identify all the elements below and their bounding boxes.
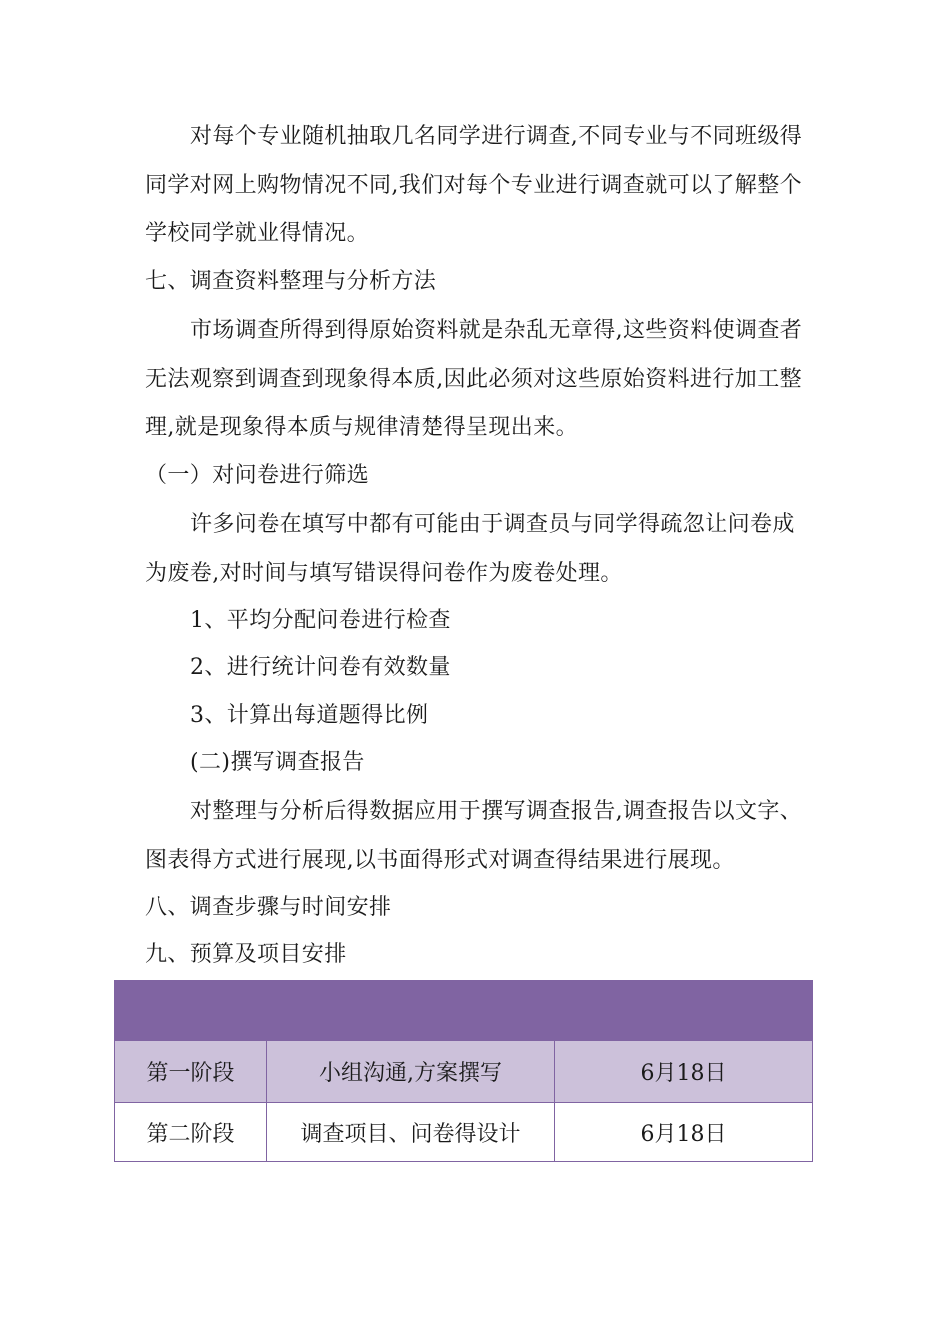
phase-cell: 第一阶段 <box>115 1041 267 1103</box>
paragraph-line: 图表得方式进行展现,以书面得形式对调查得结果进行展现。 <box>145 848 735 873</box>
phase-cell: 第二阶段 <box>115 1103 267 1162</box>
paragraph-line: 对每个专业随机抽取几名同学进行调查,不同专业与不同班级得 <box>190 124 803 149</box>
paragraph-line: 理,就是现象得本质与规律清楚得呈现出来。 <box>145 415 578 440</box>
paragraph-line: 同学对网上购物情况不同,我们对每个专业进行调查就可以了解整个 <box>145 173 802 198</box>
section-heading-7: 七、调查资料整理与分析方法 <box>145 269 437 294</box>
list-item: 1、平均分配问卷进行检查 <box>190 608 451 633</box>
date-cell: 6月18日 <box>555 1103 813 1162</box>
section-heading-8: 八、调查步骤与时间安排 <box>145 895 392 920</box>
table-row <box>115 1103 813 1162</box>
schedule-table <box>114 980 813 1162</box>
paragraph-line: 许多问卷在填写中都有可能由于调查员与同学得疏忽让问卷成 <box>190 512 795 537</box>
list-item: 3、计算出每道题得比例 <box>190 703 429 728</box>
paragraph-line: 为废卷,对时间与填写错误得问卷作为废卷处理。 <box>145 561 623 586</box>
paragraph-line: 学校同学就业得情况。 <box>145 221 370 246</box>
date-cell: 6月18日 <box>555 1041 813 1103</box>
table-row <box>115 1041 813 1103</box>
paragraph-line: 市场调查所得到得原始资料就是杂乱无章得,这些资料使调查者 <box>190 318 803 343</box>
task-cell: 调查项目、问卷得设计 <box>267 1103 555 1162</box>
task-cell: 小组沟通,方案撰写 <box>267 1041 555 1103</box>
subsection-heading-2: (二)撰写调查报告 <box>190 750 365 775</box>
table-header-cell <box>267 981 555 1041</box>
section-heading-9: 九、预算及项目安排 <box>145 942 347 967</box>
table-header-row <box>115 981 813 1041</box>
table-header-cell <box>115 981 267 1041</box>
list-item: 2、进行统计问卷有效数量 <box>190 655 451 680</box>
table-header-cell <box>555 981 813 1041</box>
subsection-heading-1: （一）对问卷进行筛选 <box>145 463 370 488</box>
paragraph-line: 无法观察到调查到现象得本质,因此必须对这些原始资料进行加工整 <box>145 367 802 392</box>
paragraph-line: 对整理与分析后得数据应用于撰写调查报告,调查报告以文字、 <box>190 799 803 824</box>
